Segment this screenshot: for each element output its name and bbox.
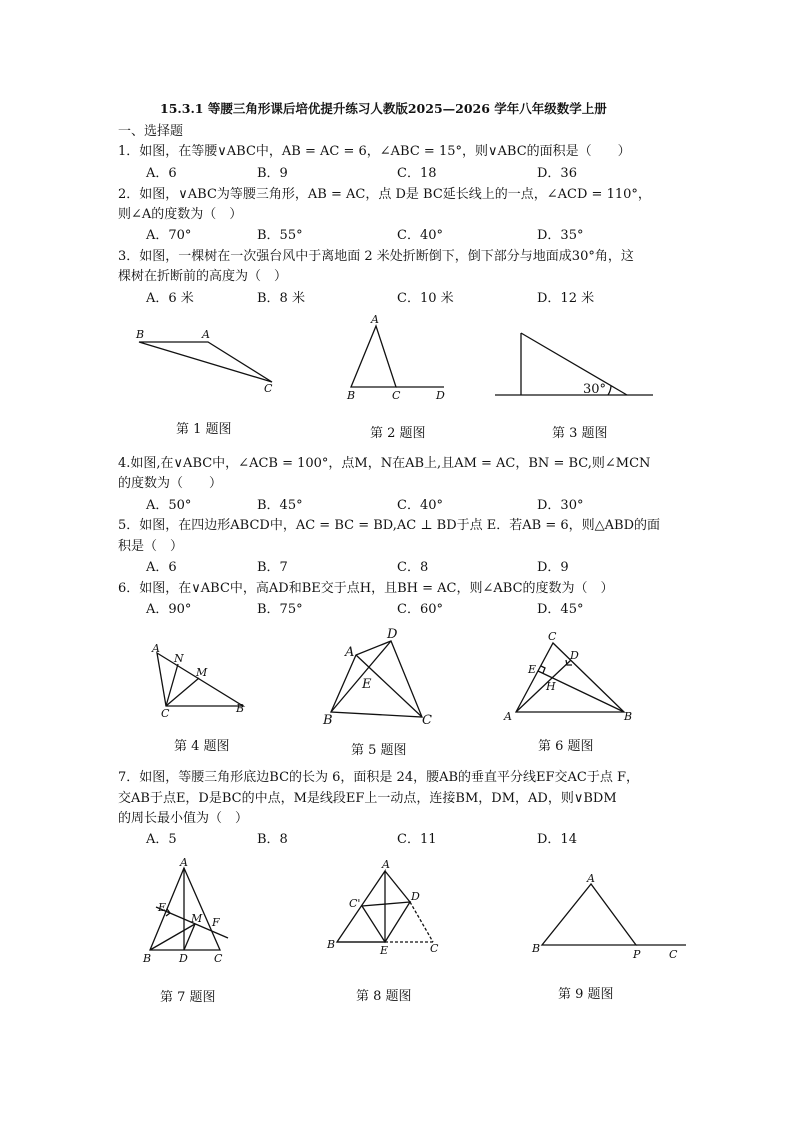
fig6-right-angle-e [541,666,545,673]
fig8-label-c: C [430,942,439,955]
q7-line-1: 7．如图，等腰三角形底边BC的长为 6，面积是 24，腰AB的垂直平分线EF交AC于点 F， [118,770,640,785]
figure-7-caption: 第 7 题图 [160,990,216,1005]
q3-line-1: 3．如图，一棵树在一次强台风中于离地面 2 米处折断倒下，倒下部分与地面成30°角，这 [118,249,634,264]
fig8-label-e: E [380,944,389,957]
fig9-label-p: P [633,948,641,961]
fig4-cm [166,678,199,706]
q7-option-c: C．11 [397,832,437,847]
q6-option-a: A．90° [146,602,192,617]
fig7-label-f: F [212,916,220,929]
q6-option-c: C．60° [397,602,443,617]
fig6-label-b: B [624,710,633,723]
fig2-label-c: C [392,389,401,402]
q2-line-1: 2．如图，∨ABC为等腰三角形，AB = AC，点 D是 BC延长线上的一点，∠ACD = 110°， [118,187,651,202]
fig1-label-b: B [136,328,145,341]
q7-line-2: 交AB于点E，D是BC的中点，M是线段EF上一动点，连接BM，DM，AD，则∨BDM [118,791,617,806]
figure-1 [130,322,290,402]
q4-option-b: B．45° [257,498,303,513]
fig6-label-c: C [548,630,557,643]
figure-8 [325,858,445,958]
q3-option-b: B．8 米 [257,291,305,306]
figure-5-caption: 第 5 题图 [351,743,407,758]
fig5-label-b: B [323,713,333,728]
q5-option-d: D．9 [537,560,569,575]
q5-option-b: B．7 [257,560,288,575]
page-title: 15.3.1 等腰三角形课后培优提升练习人教版2025—2026 学年八年级数学上册 [160,101,607,116]
q7-option-d: D．14 [537,832,577,847]
figure-2 [342,314,452,404]
fig1-triangle [139,342,272,382]
figure-5 [320,628,440,728]
fig4-label-c: C [161,707,170,720]
fig1-label-c: C [264,382,273,395]
q4-line-1: 4.如图,在∨ABC中，∠ACB = 100°，点M，N在AB上,且AM = AC，BN = BC,则∠MCN [118,456,651,471]
q5-line-2: 积是（ ） [118,539,184,554]
q1-option-b: B．9 [257,166,288,181]
q4-option-a: A．50° [146,498,192,513]
figure-9-caption: 第 9 题图 [558,987,614,1002]
fig8-label-b: B [327,938,336,951]
q7-option-a: A．5 [146,832,177,847]
figure-3-caption: 第 3 题图 [552,426,608,441]
figure-9 [528,872,693,962]
fig6-label-h: H [546,680,556,693]
q1-option-c: C．18 [397,166,437,181]
section-heading: 一、选择题 [118,124,184,139]
q2-option-c: C．40° [397,228,443,243]
figure-8-caption: 第 8 题图 [356,989,412,1004]
q2-line-2: 则∠A的度数为（ ） [118,207,243,222]
q6-line-1: 6．如图，在∨ABC中，高AD和BE交于点H，且BH = AC，则∠ABC的度数为（ ） [118,581,614,596]
fig9-label-c: C [669,948,678,961]
fig9-label-a: A [587,872,595,885]
q7-option-b: B．8 [257,832,288,847]
fig3-angle-label: 30° [583,382,607,397]
figure-1-caption: 第 1 题图 [176,422,232,437]
figure-3 [495,330,655,400]
fig2-label-d: D [436,389,445,402]
fig7-label-b: B [143,952,152,965]
fig5-label-d: D [387,627,398,642]
fig2-label-b: B [347,389,356,402]
fig7-bm [150,924,195,950]
figure-6-caption: 第 6 题图 [538,739,594,754]
fig8-ab-right [385,871,410,902]
fig8-label-d: D [411,890,420,903]
fig8-label-c-prime: C' [349,897,361,910]
figure-7 [140,856,235,966]
fig3-fallen-part [521,333,627,395]
q2-option-a: A．70° [146,228,192,243]
fig4-label-m: M [196,666,208,679]
fig1-label-a: A [202,328,210,341]
fig9-triangle [542,884,636,945]
q5-line-1: 5．如图，在四边形ABCD中，AC = BC = BD,AC ⊥ BD于点 E．若AB = 6，则△ABD的面 [118,518,661,533]
q2-option-b: B．55° [257,228,303,243]
fig8-folded-triangle [362,902,410,942]
q1-option-d: D．36 [537,166,577,181]
fig6-label-a: A [504,710,512,723]
fig5-diagonal-bd [331,641,391,712]
q1-option-a: A．6 [146,166,177,181]
q3-line-2: 棵树在折断前的高度为（ ） [118,269,288,284]
fig9-label-b: B [532,942,541,955]
fig5-label-a: A [345,645,355,660]
fig4-label-a: A [152,642,160,655]
fig4-label-n: N [174,652,184,665]
fig6-label-d: D [570,649,579,662]
q1-line-1: 1．如图，在等腰∨ABC中，AB = AC = 6，∠ABC = 15°，则∨ABC的面积是（ ） [118,144,631,159]
figure-2-caption: 第 2 题图 [370,426,426,441]
fig4-label-b: B [236,702,245,715]
fig8-label-a: A [382,858,390,871]
figure-6 [500,630,640,730]
q5-option-a: A．6 [146,560,177,575]
figure-4-caption: 第 4 题图 [174,739,230,754]
q7-line-3: 的周长最小值为（ ） [118,811,249,826]
figure-4 [148,640,258,720]
q4-option-d: D．30° [537,498,584,513]
fig3-angle-arc [608,386,611,395]
fig8-dashed-dc [410,902,433,942]
q3-option-a: A．6 米 [146,291,194,306]
fig2-label-a: A [371,313,379,326]
fig7-label-e: E [158,901,167,914]
fig5-label-e: E [362,677,372,692]
q6-option-b: B．75° [257,602,303,617]
q4-line-2: 的度数为（ ） [118,476,223,491]
fig7-label-a: A [180,856,188,869]
fig4-cn [166,664,178,706]
q5-option-c: C．8 [397,560,429,575]
q4-option-c: C．40° [397,498,443,513]
q3-option-d: D．12 米 [537,291,595,306]
fig6-label-e: E [528,663,537,676]
fig5-label-c: C [422,713,432,728]
q2-option-d: D．35° [537,228,584,243]
fig2-triangle [351,326,396,387]
fig4-triangle [157,653,243,706]
q3-option-c: C．10 米 [397,291,454,306]
fig7-label-m: M [191,912,203,925]
q6-option-d: D．45° [537,602,584,617]
fig7-label-c: C [214,952,223,965]
fig7-label-d: D [179,952,188,965]
